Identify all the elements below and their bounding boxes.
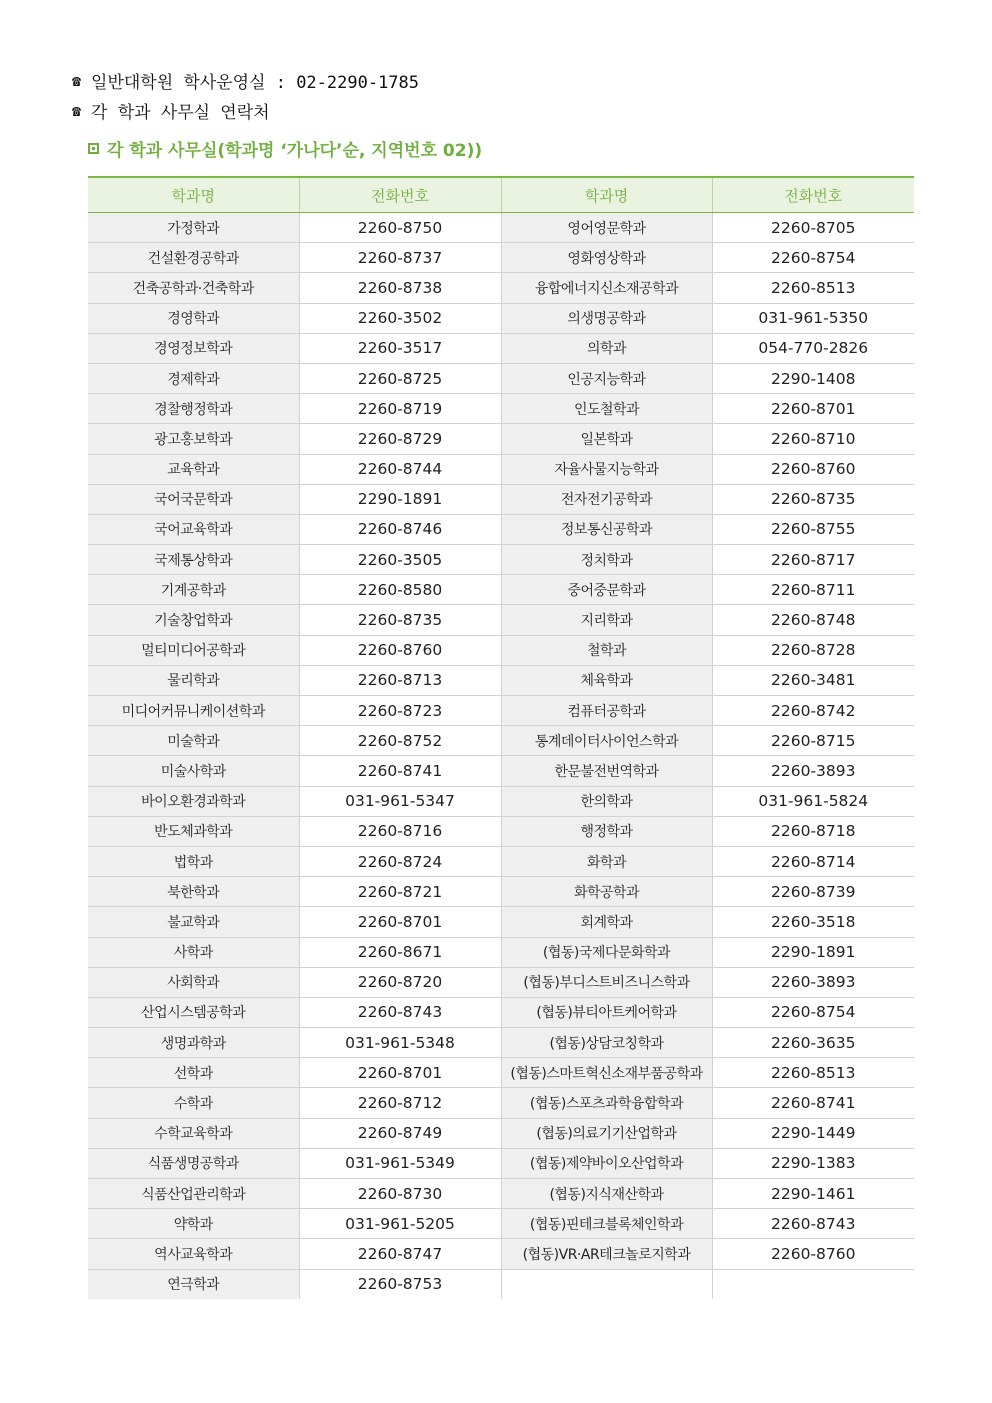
table-header-row: [88, 177, 914, 213]
dept-name-cell: (협동)뷰티아트케어학과: [501, 997, 712, 1027]
phone-cell: 2260-8737: [299, 243, 501, 273]
table-row: [88, 635, 914, 665]
phone-cell: 2260-3635: [712, 1028, 914, 1058]
dept-name-cell: 철학과: [501, 635, 712, 665]
phone-cell: 2260-8743: [299, 997, 501, 1027]
dept-name-cell: 건설환경공학과: [88, 243, 299, 273]
phone-cell: 2260-8752: [299, 726, 501, 756]
dept-name-cell: 연극학과: [88, 1269, 299, 1299]
table-row: [88, 816, 914, 846]
dept-name-cell: 영어영문학과: [501, 213, 712, 243]
phone-cell: 2260-8728: [712, 635, 914, 665]
dept-name-cell: 기술창업학과: [88, 605, 299, 635]
phone-cell: 2260-8754: [712, 243, 914, 273]
dept-name-cell: 의학과: [501, 333, 712, 363]
phone-cell: 2260-8712: [299, 1088, 501, 1118]
phone-cell: 2260-8701: [299, 1058, 501, 1088]
table-row: [88, 545, 914, 575]
dept-name-cell: 역사교육학과: [88, 1239, 299, 1269]
phone-cell: 2260-8746: [299, 514, 501, 544]
table-row: [88, 394, 914, 424]
dept-name-cell: (협동)VR·AR테크놀로지학과: [501, 1239, 712, 1269]
table-row: [88, 937, 914, 967]
dept-name-cell: 불교학과: [88, 907, 299, 937]
dept-name-cell: 약학과: [88, 1209, 299, 1239]
phone-cell: 2290-1891: [299, 484, 501, 514]
dept-name-cell: (협동)지식재산학과: [501, 1179, 712, 1209]
dept-name-cell: 산업시스템공학과: [88, 997, 299, 1027]
dept-name-cell: [501, 1269, 712, 1299]
phone-cell: 2260-8721: [299, 877, 501, 907]
table-row: [88, 1148, 914, 1178]
dept-contacts-text: 각 학과 사무실 연락처: [91, 103, 270, 123]
dept-name-cell: 체육학과: [501, 665, 712, 695]
dept-name-cell: 한문불전번역학과: [501, 756, 712, 786]
phone-cell: 2260-8580: [299, 575, 501, 605]
dept-name-cell: 사학과: [88, 937, 299, 967]
phone-cell: [712, 1269, 914, 1299]
phone-icon: ☎: [72, 101, 82, 120]
table-row: [88, 1179, 914, 1209]
phone-cell: 2260-8713: [299, 665, 501, 695]
phone-cell: 2260-8723: [299, 696, 501, 726]
table-row: [88, 484, 914, 514]
dept-name-cell: 미술사학과: [88, 756, 299, 786]
column-header-phone: 전화번호: [299, 177, 501, 213]
column-header-phone: 전화번호: [712, 177, 914, 213]
dept-name-cell: 식품산업관리학과: [88, 1179, 299, 1209]
table-row: [88, 1209, 914, 1239]
table-row: [88, 1269, 914, 1299]
phone-cell: 2290-1383: [712, 1148, 914, 1178]
phone-cell: 2260-3505: [299, 545, 501, 575]
dept-name-cell: 전자전기공학과: [501, 484, 712, 514]
phone-cell: 2260-8735: [299, 605, 501, 635]
dept-name-cell: 반도체과학과: [88, 816, 299, 846]
dept-name-cell: 인공지능학과: [501, 363, 712, 393]
dept-name-cell: 중어중문학과: [501, 575, 712, 605]
dept-name-cell: 화학과: [501, 846, 712, 876]
phone-cell: 031-961-5824: [712, 786, 914, 816]
dept-name-cell: 멀티미디어공학과: [88, 635, 299, 665]
phone-cell: 2260-8730: [299, 1179, 501, 1209]
dept-name-cell: 물리학과: [88, 665, 299, 695]
phone-cell: 2260-8753: [299, 1269, 501, 1299]
table-body: [88, 213, 914, 1299]
phone-cell: 2260-8718: [712, 816, 914, 846]
table-row: [88, 907, 914, 937]
phone-cell: 2290-1449: [712, 1118, 914, 1148]
dept-name-cell: 법학과: [88, 846, 299, 876]
department-phone-table: [88, 176, 914, 1299]
phone-cell: 2260-3502: [299, 303, 501, 333]
phone-cell: 2260-8729: [299, 424, 501, 454]
phone-cell: 2260-3517: [299, 333, 501, 363]
table-row: [88, 243, 914, 273]
phone-cell: 2260-8701: [712, 394, 914, 424]
phone-cell: 031-961-5347: [299, 786, 501, 816]
table-row: [88, 786, 914, 816]
table-row: [88, 303, 914, 333]
dept-name-cell: 국어국문학과: [88, 484, 299, 514]
dept-name-cell: 정보통신공학과: [501, 514, 712, 544]
phone-cell: 2260-8741: [712, 1088, 914, 1118]
phone-cell: 2260-8748: [712, 605, 914, 635]
dept-name-cell: 경찰행정학과: [88, 394, 299, 424]
dept-name-cell: 통계데이터사이언스학과: [501, 726, 712, 756]
phone-cell: 2260-8724: [299, 846, 501, 876]
dept-name-cell: 사회학과: [88, 967, 299, 997]
dept-name-cell: 지리학과: [501, 605, 712, 635]
phone-cell: 2260-3518: [712, 907, 914, 937]
office-phone-line: [72, 68, 419, 93]
table-row: [88, 273, 914, 303]
phone-cell: 031-961-5348: [299, 1028, 501, 1058]
dept-name-cell: 북한학과: [88, 877, 299, 907]
phone-cell: 2290-1461: [712, 1179, 914, 1209]
table-row: [88, 726, 914, 756]
phone-cell: 2260-8716: [299, 816, 501, 846]
dept-name-cell: 자율사물지능학과: [501, 454, 712, 484]
dept-name-cell: (협동)의료기기산업학과: [501, 1118, 712, 1148]
phone-cell: 2260-8701: [299, 907, 501, 937]
phone-cell: 2260-8749: [299, 1118, 501, 1148]
phone-cell: 2260-8714: [712, 846, 914, 876]
phone-cell: 2260-8750: [299, 213, 501, 243]
dept-name-cell: 의생명공학과: [501, 303, 712, 333]
column-header-dept-name: 학과명: [501, 177, 712, 213]
dept-name-cell: 행정학과: [501, 816, 712, 846]
phone-cell: 2260-8671: [299, 937, 501, 967]
phone-cell: 031-961-5205: [299, 1209, 501, 1239]
dept-name-cell: 회계학과: [501, 907, 712, 937]
table-row: [88, 997, 914, 1027]
phone-cell: 2260-8725: [299, 363, 501, 393]
table-row: [88, 877, 914, 907]
dept-name-cell: 바이오환경과학과: [88, 786, 299, 816]
dept-name-cell: 미술학과: [88, 726, 299, 756]
phone-cell: 2260-8760: [299, 635, 501, 665]
phone-cell: 2260-3893: [712, 967, 914, 997]
table-row: [88, 696, 914, 726]
phone-cell: 031-961-5349: [299, 1148, 501, 1178]
dept-name-cell: 경제학과: [88, 363, 299, 393]
dept-name-cell: (협동)부디스트비즈니스학과: [501, 967, 712, 997]
phone-cell: 2260-8705: [712, 213, 914, 243]
dept-name-cell: (협동)스포츠과학융합학과: [501, 1088, 712, 1118]
dept-name-cell: (협동)핀테크블록체인학과: [501, 1209, 712, 1239]
table-row: [88, 1088, 914, 1118]
phone-cell: 2260-8742: [712, 696, 914, 726]
phone-cell: 2260-8744: [299, 454, 501, 484]
phone-cell: 2260-8717: [712, 545, 914, 575]
phone-cell: 2260-8513: [712, 1058, 914, 1088]
dept-name-cell: 경영학과: [88, 303, 299, 333]
phone-cell: 2260-8741: [299, 756, 501, 786]
dept-name-cell: 미디어커뮤니케이션학과: [88, 696, 299, 726]
phone-cell: 2260-3893: [712, 756, 914, 786]
phone-cell: 2290-1408: [712, 363, 914, 393]
table-row: [88, 514, 914, 544]
section-title: [88, 136, 482, 161]
dept-name-cell: 교육학과: [88, 454, 299, 484]
phone-cell: 2260-8720: [299, 967, 501, 997]
table-row: [88, 967, 914, 997]
dept-name-cell: 경영정보학과: [88, 333, 299, 363]
dept-name-cell: 정치학과: [501, 545, 712, 575]
column-header-dept-name: 학과명: [88, 177, 299, 213]
dept-name-cell: 일본학과: [501, 424, 712, 454]
phone-cell: 2260-8760: [712, 454, 914, 484]
dept-name-cell: 기계공학과: [88, 575, 299, 605]
phone-cell: 031-961-5350: [712, 303, 914, 333]
table-row: [88, 1058, 914, 1088]
table-row: [88, 756, 914, 786]
dept-name-cell: 가정학과: [88, 213, 299, 243]
phone-cell: 2260-8711: [712, 575, 914, 605]
table-row: [88, 575, 914, 605]
phone-cell: 2260-8735: [712, 484, 914, 514]
phone-cell: 054-770-2826: [712, 333, 914, 363]
phone-cell: 2260-8739: [712, 877, 914, 907]
dept-name-cell: (협동)국제다문화학과: [501, 937, 712, 967]
phone-cell: 2260-8747: [299, 1239, 501, 1269]
phone-cell: 2260-8754: [712, 997, 914, 1027]
table-row: [88, 454, 914, 484]
dept-name-cell: (협동)제약바이오산업학과: [501, 1148, 712, 1178]
phone-cell: 2260-8513: [712, 273, 914, 303]
square-bullet-icon: [88, 143, 99, 154]
table-row: [88, 846, 914, 876]
phone-cell: 2260-8760: [712, 1239, 914, 1269]
table-row: [88, 213, 914, 243]
dept-contacts-line: [72, 98, 270, 123]
dept-name-cell: (협동)스마트혁신소재부품공학과: [501, 1058, 712, 1088]
dept-name-cell: 건축공학과·건축학과: [88, 273, 299, 303]
table-row: [88, 605, 914, 635]
table-row: [88, 665, 914, 695]
dept-name-cell: 선학과: [88, 1058, 299, 1088]
table-row: [88, 1239, 914, 1269]
dept-name-cell: 광고홍보학과: [88, 424, 299, 454]
phone-cell: 2260-8755: [712, 514, 914, 544]
phone-cell: 2260-8715: [712, 726, 914, 756]
dept-name-cell: 국제통상학과: [88, 545, 299, 575]
dept-name-cell: 국어교육학과: [88, 514, 299, 544]
dept-name-cell: 영화영상학과: [501, 243, 712, 273]
table-row: [88, 363, 914, 393]
dept-name-cell: 생명과학과: [88, 1028, 299, 1058]
table-row: [88, 1028, 914, 1058]
dept-name-cell: 인도철학과: [501, 394, 712, 424]
dept-name-cell: 컴퓨터공학과: [501, 696, 712, 726]
dept-name-cell: 수학과: [88, 1088, 299, 1118]
section-title-text: 각 학과 사무실(학과명 ‘가나다’순, 지역번호 02)): [107, 141, 483, 161]
dept-name-cell: 융합에너지신소재공학과: [501, 273, 712, 303]
table-row: [88, 1118, 914, 1148]
phone-cell: 2260-8719: [299, 394, 501, 424]
phone-icon: ☎: [72, 71, 82, 90]
dept-name-cell: 한의학과: [501, 786, 712, 816]
phone-cell: 2260-3481: [712, 665, 914, 695]
table-row: [88, 424, 914, 454]
table-row: [88, 333, 914, 363]
dept-name-cell: 화학공학과: [501, 877, 712, 907]
phone-cell: 2260-8743: [712, 1209, 914, 1239]
phone-cell: 2260-8710: [712, 424, 914, 454]
phone-cell: 2260-8738: [299, 273, 501, 303]
dept-name-cell: 식품생명공학과: [88, 1148, 299, 1178]
office-phone-text: 일반대학원 학사운영실 : 02-2290-1785: [91, 73, 420, 93]
dept-name-cell: 수학교육학과: [88, 1118, 299, 1148]
phone-cell: 2290-1891: [712, 937, 914, 967]
dept-name-cell: (협동)상담코칭학과: [501, 1028, 712, 1058]
